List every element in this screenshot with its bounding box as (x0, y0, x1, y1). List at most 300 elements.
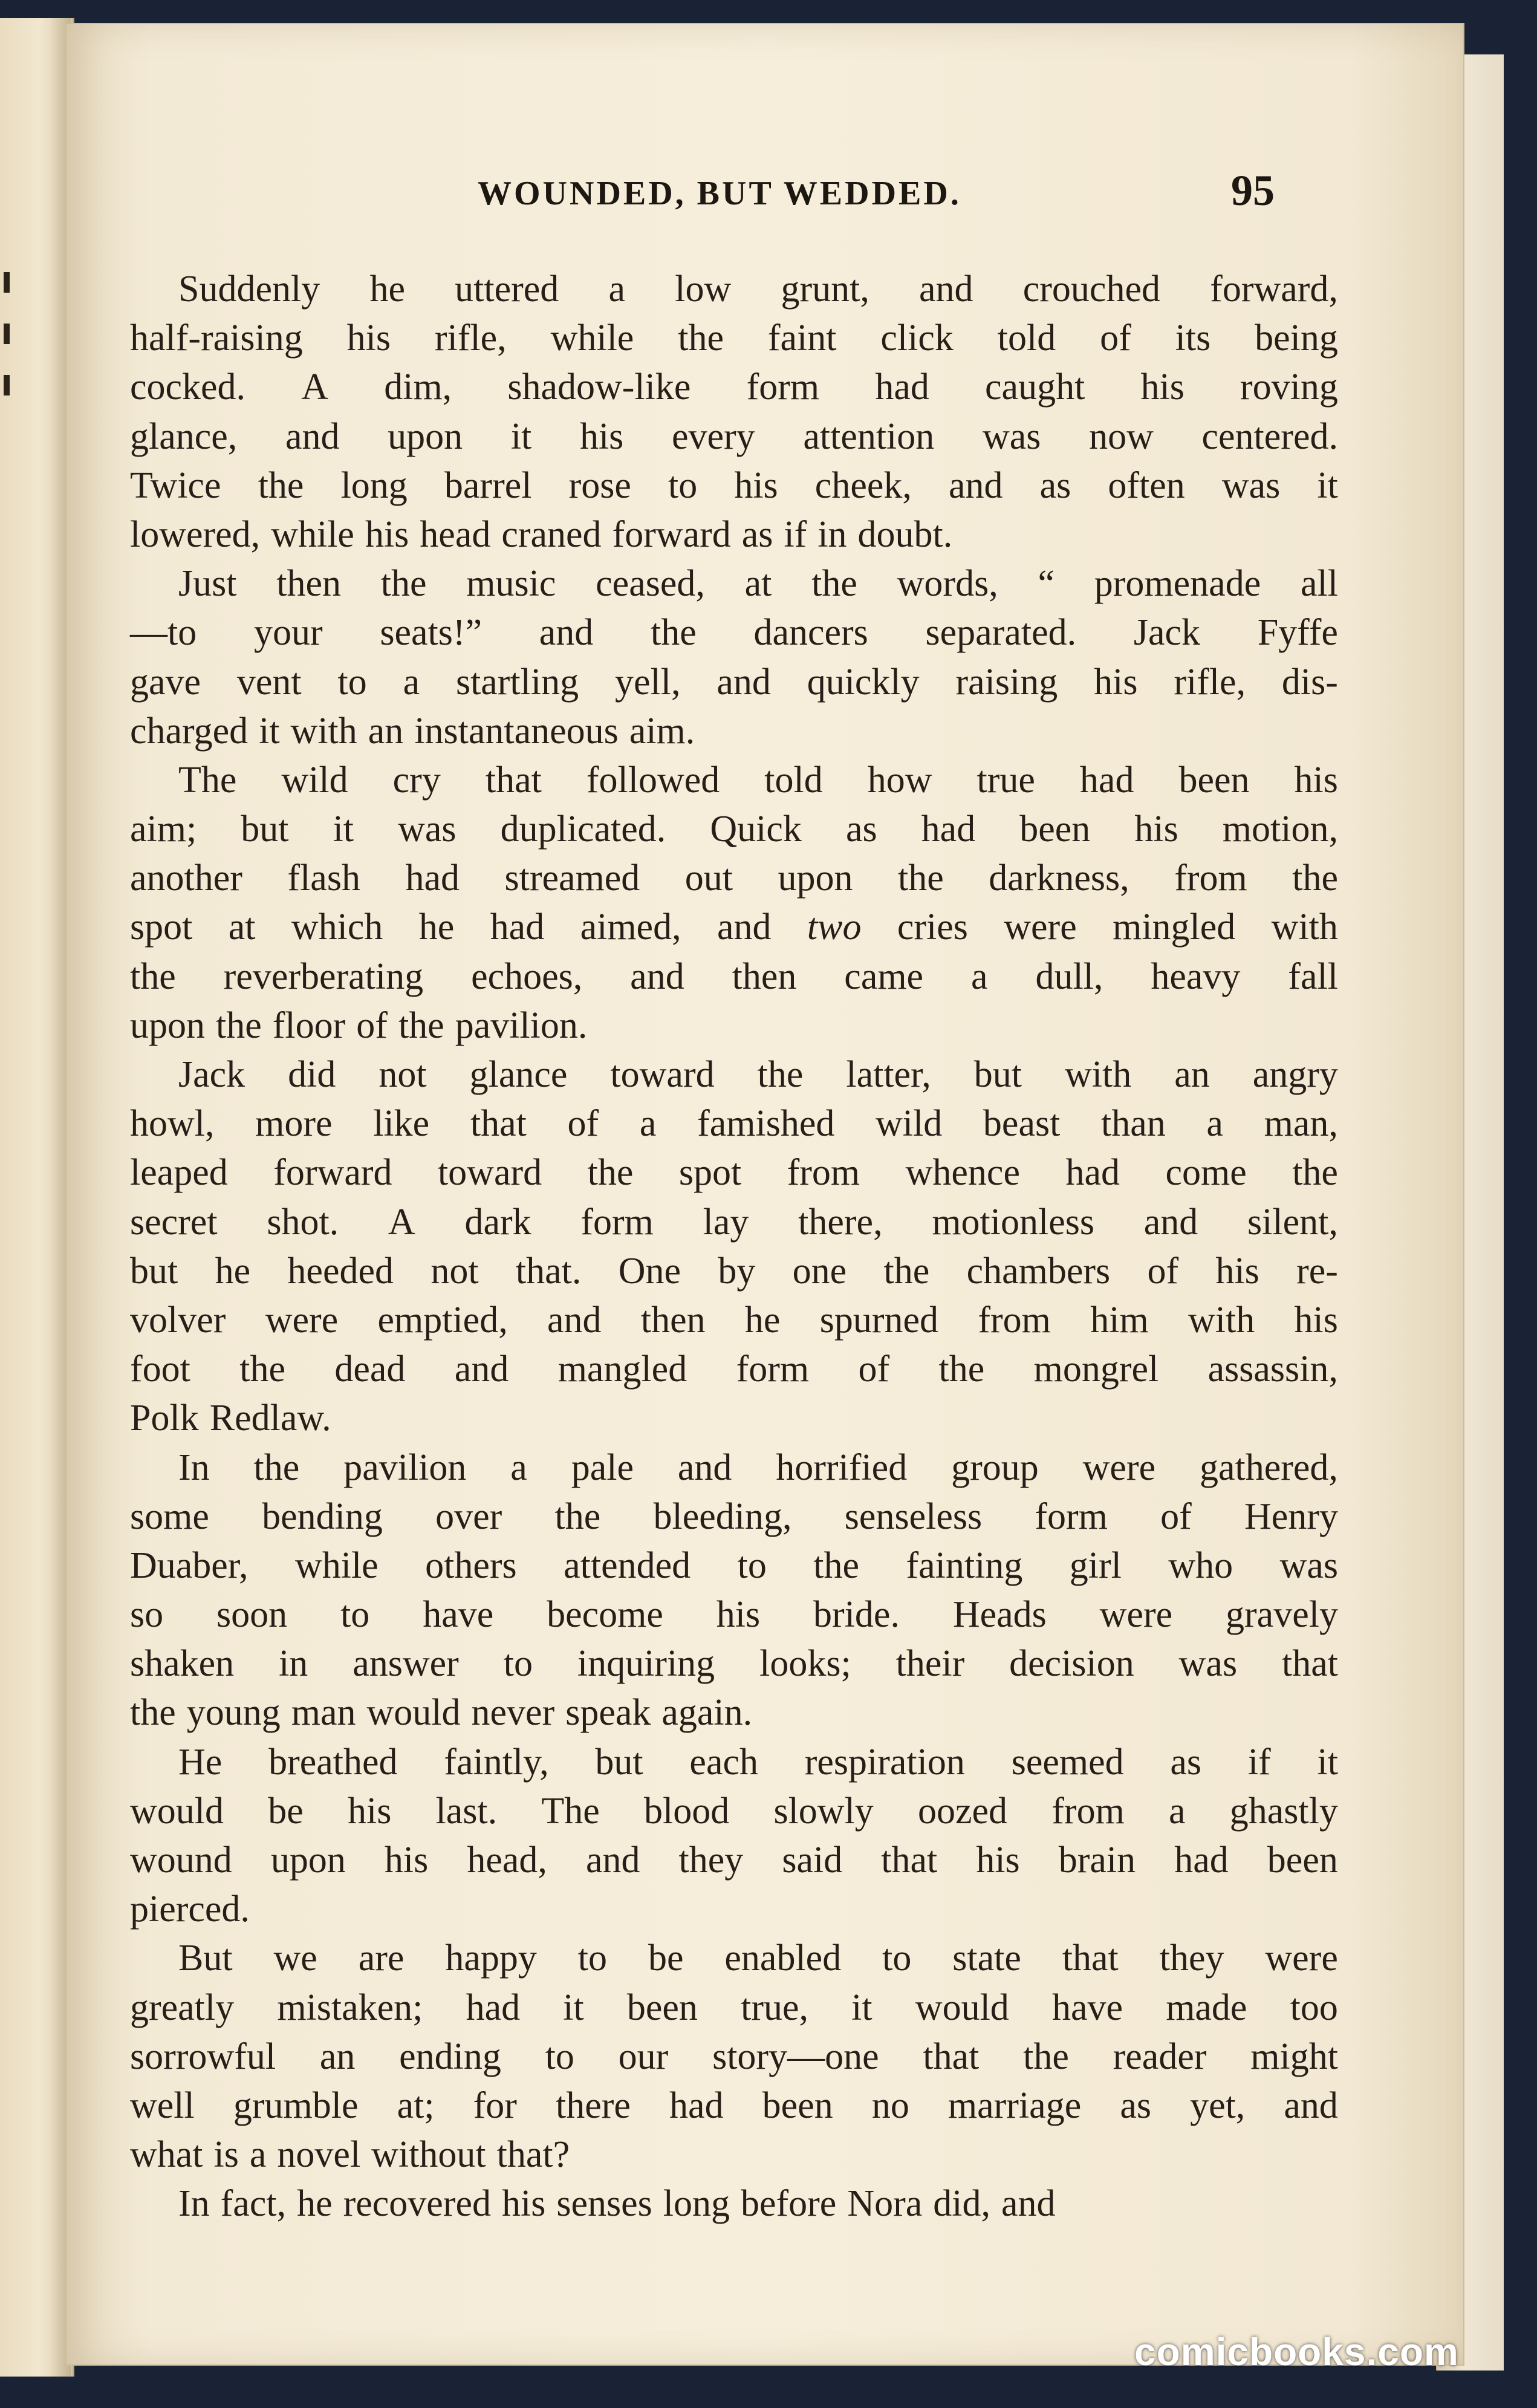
word: senses (556, 2183, 652, 2225)
word: had (1174, 1840, 1229, 1881)
word: volver (130, 1299, 226, 1341)
word: he (215, 1250, 251, 1292)
word: spurned (819, 1299, 939, 1341)
word: howl, (130, 1103, 215, 1145)
word: glance, (130, 415, 238, 457)
text-line (130, 1738, 1338, 1787)
word: what (130, 2134, 203, 2176)
word: followed (586, 759, 720, 801)
word: assassin, (1207, 1349, 1338, 1390)
word: senseless (844, 1495, 983, 1537)
word: low (675, 268, 732, 310)
word: how (867, 759, 932, 801)
word: he (297, 2183, 333, 2225)
word: Redlaw. (209, 1398, 331, 1439)
word: wound (130, 1840, 232, 1881)
word: fall (1288, 955, 1338, 997)
word: shot. (267, 1201, 339, 1243)
word: if (784, 513, 807, 555)
word: decision (1009, 1643, 1134, 1685)
word: of (858, 1349, 890, 1390)
word: the (1292, 857, 1338, 899)
text-line (130, 1296, 1338, 1345)
word: One (618, 1250, 681, 1292)
word: the (239, 1349, 285, 1390)
word: pavilion (343, 1446, 467, 1488)
word: horrified (776, 1446, 908, 1488)
word: at; (397, 2084, 435, 2126)
word: music (466, 563, 556, 605)
word: so (130, 1594, 164, 1636)
word: mingled (1113, 906, 1236, 948)
word: group (951, 1446, 1039, 1488)
word: might (1250, 2035, 1338, 2077)
text-line (130, 805, 1338, 854)
word: as (1039, 464, 1071, 506)
word: his (1134, 809, 1178, 850)
word: as (1170, 1741, 1202, 1783)
word: all (1300, 563, 1338, 605)
word: the (130, 1692, 176, 1734)
bleed-through-mark (4, 272, 10, 293)
word: a (971, 955, 988, 997)
word: yell, (614, 661, 681, 703)
word: the (938, 1349, 985, 1390)
word: “ (1038, 563, 1055, 605)
text-line (130, 1345, 1338, 1394)
word: faintly, (444, 1741, 549, 1783)
word: an (319, 2035, 356, 2077)
word: re- (1296, 1250, 1338, 1292)
word: speak (565, 1692, 651, 1734)
word: now (1089, 415, 1154, 457)
word: been (762, 2084, 833, 2126)
left-page-edge (0, 18, 74, 2377)
word: spot (130, 906, 193, 948)
word: an (368, 710, 404, 752)
word: ceased, (596, 563, 705, 605)
word: streamed (504, 857, 640, 899)
word: and (717, 661, 771, 703)
word: often (1108, 464, 1185, 506)
word: form (736, 1349, 810, 1390)
word: latter, (846, 1054, 931, 1095)
word: and (454, 1349, 509, 1390)
word: last. (435, 1790, 498, 1832)
word: every (671, 415, 755, 457)
word: gathered, (1200, 1446, 1338, 1488)
word: Jack (178, 1054, 245, 1095)
text-line (130, 412, 1338, 461)
word: his (1215, 1250, 1259, 1292)
word: startling (455, 661, 579, 703)
word: from (1051, 1790, 1125, 1832)
word: true (976, 759, 1035, 801)
word: he (744, 1299, 781, 1341)
word: uttered (455, 268, 559, 310)
word: are (358, 1938, 405, 1979)
text-line (130, 1688, 1338, 1737)
bleed-through-mark (4, 375, 10, 395)
word: and (547, 1299, 602, 1341)
word: that? (496, 2134, 570, 2176)
word: Polk (130, 1398, 199, 1439)
word: girl (1069, 1544, 1122, 1586)
word: mistaken; (277, 1987, 423, 2028)
word: more (255, 1103, 333, 1145)
text-line (130, 1148, 1338, 1197)
word: A (301, 366, 329, 408)
word: Duaber, (130, 1544, 249, 1586)
word: the (216, 1004, 262, 1046)
word: the (898, 857, 944, 899)
word: had (490, 906, 545, 948)
text-line (130, 1198, 1338, 1247)
word: heavy (1151, 955, 1241, 997)
word: click (880, 317, 954, 359)
text-line (130, 1836, 1338, 1885)
word: were (265, 1299, 339, 1341)
word: Jack (1133, 612, 1200, 654)
word: it (333, 809, 354, 850)
word: a (608, 268, 626, 310)
word: upon (778, 857, 853, 899)
word: while (550, 317, 634, 359)
word: at (228, 906, 256, 948)
word: that. (515, 1250, 582, 1292)
text-line (130, 854, 1338, 903)
word: did, (933, 2183, 991, 2225)
word: duplicated. (500, 809, 666, 850)
word: answer (353, 1643, 459, 1685)
word: silent, (1247, 1201, 1338, 1243)
word: come (1165, 1152, 1247, 1194)
word: aim. (629, 710, 695, 752)
word: form (1035, 1495, 1108, 1537)
word: his (579, 415, 624, 457)
word: and (677, 1446, 732, 1488)
text-line (130, 903, 1338, 952)
word: the (253, 1446, 300, 1488)
word: aim; (130, 809, 197, 850)
word: a (1169, 1790, 1186, 1832)
word: who (1168, 1544, 1233, 1586)
word: it (259, 710, 280, 752)
word: dim, (384, 366, 452, 408)
word: to (337, 661, 367, 703)
word: one (792, 1250, 847, 1292)
word: been (626, 1987, 698, 2028)
word: leaped (130, 1152, 228, 1194)
word: told (764, 759, 823, 801)
word: him (1090, 1299, 1149, 1341)
word: echoes, (471, 955, 583, 997)
word: did (288, 1054, 336, 1095)
word: a (510, 1446, 527, 1488)
word: but (130, 1250, 178, 1292)
word: The (178, 759, 237, 801)
word: of (1100, 317, 1131, 359)
word: never (471, 1692, 555, 1734)
word: in (817, 513, 847, 555)
word: beast (983, 1103, 1061, 1145)
word: again. (661, 1692, 753, 1734)
word: seemed (1011, 1741, 1124, 1783)
word: Suddenly (178, 268, 320, 310)
word: before (741, 2183, 837, 2225)
word: cheek, (814, 464, 912, 506)
text-line (130, 265, 1338, 314)
word: the (1292, 1152, 1338, 1194)
page-number: 95 (1231, 166, 1275, 215)
word: doubt. (857, 513, 953, 555)
word: to (577, 1938, 608, 1979)
word: from (787, 1152, 860, 1194)
word: raising (955, 661, 1058, 703)
word: had (875, 366, 929, 408)
word: wild (281, 759, 348, 801)
word: was (398, 809, 457, 850)
word: said (782, 1840, 843, 1881)
word: there (556, 2084, 631, 2126)
word: and (585, 1840, 640, 1881)
text-line (130, 1492, 1338, 1541)
word: his (1294, 759, 1338, 801)
word: his (734, 464, 778, 506)
word: pierced. (130, 1889, 250, 1930)
word: if (1247, 1741, 1271, 1783)
word: Fyffe (1257, 612, 1338, 654)
word: his (976, 1840, 1020, 1881)
word: sorrowful (130, 2035, 276, 2077)
word: Henry (1244, 1495, 1338, 1537)
word: the (1023, 2035, 1069, 2077)
word: the (757, 1054, 804, 1095)
word: would (130, 1790, 224, 1832)
word: each (689, 1741, 758, 1783)
word: the (813, 1544, 860, 1586)
word: promenade (1094, 563, 1261, 605)
word: that (470, 1103, 527, 1145)
word: his (716, 1594, 761, 1636)
word: toward (610, 1054, 715, 1095)
word: dancers (753, 612, 868, 654)
word: craned (501, 513, 602, 555)
text-line (130, 1787, 1338, 1836)
word: fact, (220, 2183, 287, 2225)
body-text (130, 265, 1338, 2229)
text-line (130, 1934, 1338, 1983)
word: too (1290, 1987, 1338, 2028)
word: was (1178, 1643, 1238, 1685)
word: happy (445, 1938, 537, 1979)
word: looks; (759, 1643, 851, 1685)
word: be (648, 1938, 684, 1979)
word: rose (568, 464, 631, 506)
word: upon (388, 415, 463, 457)
bleed-through-mark (4, 324, 10, 344)
word: he (418, 906, 455, 948)
word: is (213, 2134, 239, 2176)
word: shaken (130, 1643, 235, 1685)
running-head-title: WOUNDED, BUT WEDDED. (478, 175, 961, 212)
word: dead (334, 1349, 406, 1390)
word: soon (216, 1594, 288, 1636)
word: breathed (268, 1741, 398, 1783)
text-line (130, 559, 1338, 608)
word: forward (273, 1152, 392, 1194)
word: a (403, 661, 420, 703)
word: while (271, 513, 354, 555)
word: like (373, 1103, 430, 1145)
word: reverberating (223, 955, 424, 997)
word: had (921, 809, 976, 850)
word: his (346, 317, 391, 359)
word: upon (130, 1004, 205, 1046)
running-head (67, 162, 1463, 216)
word: heeded (287, 1250, 394, 1292)
word: Nora (847, 2183, 923, 2225)
word: respiration (804, 1741, 965, 1783)
word: floor (272, 1004, 346, 1046)
word: head, (467, 1840, 547, 1881)
word: long (663, 2183, 730, 2225)
word: came (844, 955, 924, 997)
word: emptied, (377, 1299, 508, 1341)
word: it (1317, 1741, 1338, 1783)
word: an (1174, 1054, 1210, 1095)
text-line (130, 658, 1338, 707)
word: a (249, 2134, 267, 2176)
text-line (130, 2032, 1338, 2081)
text-line (130, 1885, 1338, 1934)
word: story—one (712, 2035, 879, 2077)
text-line (130, 510, 1338, 559)
word: half-raising (130, 317, 303, 359)
word: as (845, 809, 877, 850)
word: with (290, 710, 357, 752)
word: faint (767, 317, 837, 359)
word: and (919, 268, 973, 310)
word: quickly (807, 661, 920, 703)
word: In (178, 1446, 210, 1488)
word: were (1265, 1938, 1338, 1979)
word: but (595, 1741, 643, 1783)
word: famished (697, 1103, 835, 1145)
word: not (431, 1250, 479, 1292)
text-line (130, 707, 1338, 756)
word: the (398, 1004, 444, 1046)
word: to (545, 2035, 574, 2077)
word: —to (130, 612, 197, 654)
word: a (1206, 1103, 1223, 1145)
word: and (1143, 1201, 1198, 1243)
word: that (1281, 1643, 1338, 1685)
word: which (291, 906, 383, 948)
word: centered. (1201, 415, 1338, 457)
word: another (130, 857, 242, 899)
word: head (420, 513, 491, 555)
word: the (380, 563, 427, 605)
word: with (1064, 1054, 1132, 1095)
word: to (503, 1643, 533, 1685)
word: In (178, 2183, 210, 2225)
word: fainting (906, 1544, 1023, 1586)
word: as (741, 513, 773, 555)
word: motionless (932, 1201, 1095, 1243)
word: Quick (710, 809, 802, 850)
word: be (268, 1790, 304, 1832)
word: the (587, 1152, 634, 1194)
word: as (1120, 2084, 1151, 2126)
word: were (1082, 1446, 1156, 1488)
word: had (1079, 759, 1134, 801)
word: to (882, 1938, 912, 1979)
word: it (1317, 464, 1338, 506)
word: it (851, 1987, 872, 2028)
word: the (130, 955, 176, 997)
word: yet, (1190, 2084, 1246, 2126)
word: had (405, 857, 460, 899)
word: gravely (1226, 1594, 1338, 1636)
word: of (1147, 1250, 1179, 1292)
word: with (1188, 1299, 1255, 1341)
text-line (130, 461, 1338, 510)
word: that (1062, 1938, 1119, 1979)
word: words, (897, 563, 998, 605)
word: wild (876, 1103, 943, 1145)
word: toward (437, 1152, 542, 1194)
word: gave (130, 661, 201, 703)
word: blood (643, 1790, 730, 1832)
word: was (982, 415, 1041, 457)
word: form (746, 366, 820, 408)
text-line (130, 2179, 1338, 2228)
text-line (130, 1394, 1338, 1443)
text-line (130, 1639, 1338, 1688)
word: a (639, 1103, 657, 1145)
word: and (630, 955, 684, 997)
word: reader (1113, 2035, 1207, 2077)
word: have (423, 1594, 494, 1636)
word: that (881, 1840, 938, 1881)
word: of (567, 1103, 599, 1145)
text-line (130, 1590, 1338, 1639)
word: two (807, 906, 862, 948)
word: man (291, 1692, 356, 1734)
text-line (130, 314, 1338, 363)
word: and (717, 906, 772, 948)
word: chambers (966, 1250, 1111, 1292)
word: some (130, 1495, 209, 1537)
word: and (1001, 2183, 1056, 2225)
word: was (1279, 1544, 1338, 1586)
word: it (510, 415, 532, 457)
word: while (294, 1544, 379, 1586)
word: not (379, 1054, 427, 1095)
text-line (130, 2081, 1338, 2130)
word: forward (612, 513, 731, 555)
word: lowered, (130, 513, 261, 555)
word: seats!” (380, 612, 483, 654)
word: Twice (130, 464, 221, 506)
word: its (1175, 317, 1211, 359)
word: But (178, 1938, 233, 1979)
word: over (435, 1495, 502, 1537)
word: dull, (1035, 955, 1103, 997)
word: well (130, 2084, 195, 2126)
word: dark (464, 1201, 531, 1243)
